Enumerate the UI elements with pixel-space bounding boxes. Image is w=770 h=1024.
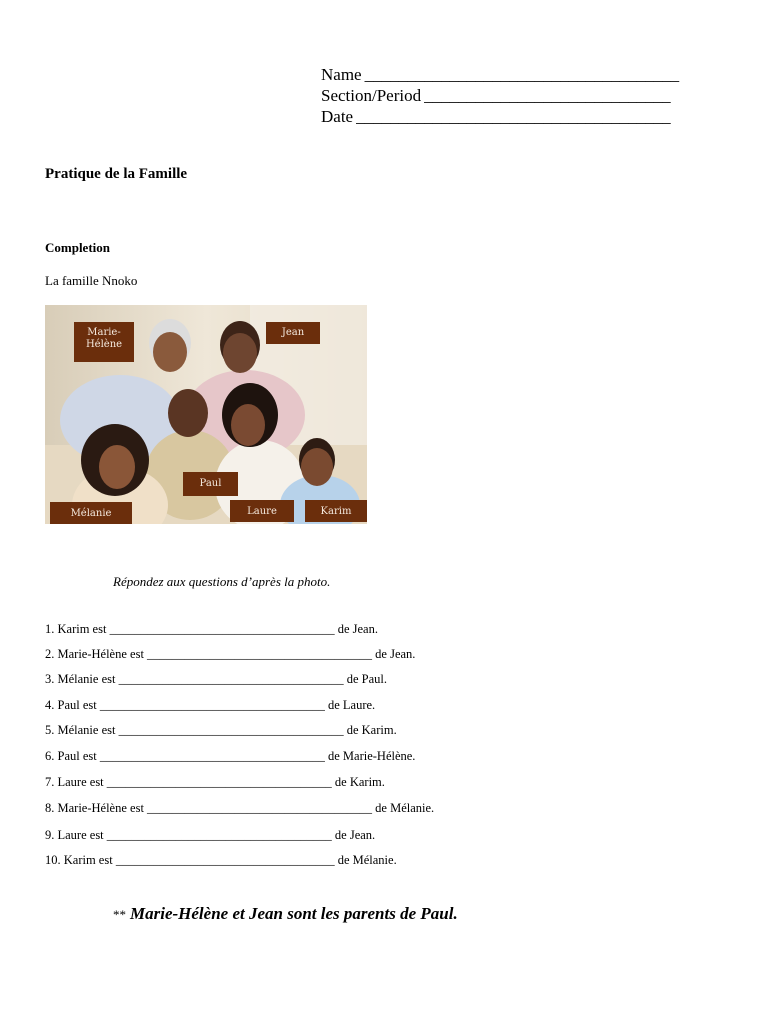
photo-label-laure: Laure (230, 500, 294, 522)
question-item: 3. Mélanie est ____________________________________ de Paul. (45, 672, 387, 686)
date-label: Date (321, 107, 354, 126)
date-blank: _____________________________________ (356, 107, 671, 126)
section-heading: Completion (45, 240, 110, 255)
question-item: 1. Karim est ____________________________________ de Jean. (45, 622, 378, 636)
question-item: 8. Marie-Hélène est ____________________________________ de Mélanie. (45, 801, 435, 815)
section-period-label: Section/Period (321, 86, 422, 105)
photo-label-marie-helene (74, 322, 134, 362)
question-item: 9. Laure est ____________________________________ de Jean. (45, 828, 376, 842)
family-caption: La famille Nnoko (45, 273, 138, 288)
footnote-stars: ** (113, 907, 126, 922)
question-item: 2. Marie-Hélène est ____________________________________ de Jean. (45, 647, 416, 661)
question-item: 4. Paul est ____________________________________ de Laure. (45, 698, 376, 712)
student-info-block (321, 64, 679, 127)
question-item: 7. Laure est ____________________________________ de Karim. (45, 775, 385, 789)
name-label: Name (321, 65, 362, 84)
section-period-line (321, 85, 679, 106)
question-item: 10. Karim est ___________________________________ de Mélanie. (45, 853, 397, 867)
page-title: Pratique de la Famille (45, 166, 188, 182)
photo-label-melanie: Mélanie (50, 502, 132, 524)
name-blank: _____________________________________ (364, 65, 680, 84)
name-line (321, 64, 679, 85)
date-line (321, 106, 679, 127)
photo-label-karim: Karim (305, 500, 367, 522)
instruction-text: Répondez aux questions d’après la photo. (113, 574, 331, 589)
photo-label-paul: Paul (183, 472, 238, 496)
question-item: 6. Paul est ____________________________________ de Marie-Hélène. (45, 749, 416, 763)
photo-label-marie-helene-text: Marie- Hélène (85, 327, 123, 350)
family-photo (45, 305, 367, 524)
section-period-blank: _____________________________ (424, 86, 671, 105)
photo-label-jean: Jean (266, 322, 320, 344)
question-item: 5. Mélanie est ____________________________________ de Karim. (45, 723, 397, 737)
footnote (113, 904, 458, 924)
footnote-text: Marie-Hélène et Jean sont les parents de Paul. (130, 904, 458, 923)
